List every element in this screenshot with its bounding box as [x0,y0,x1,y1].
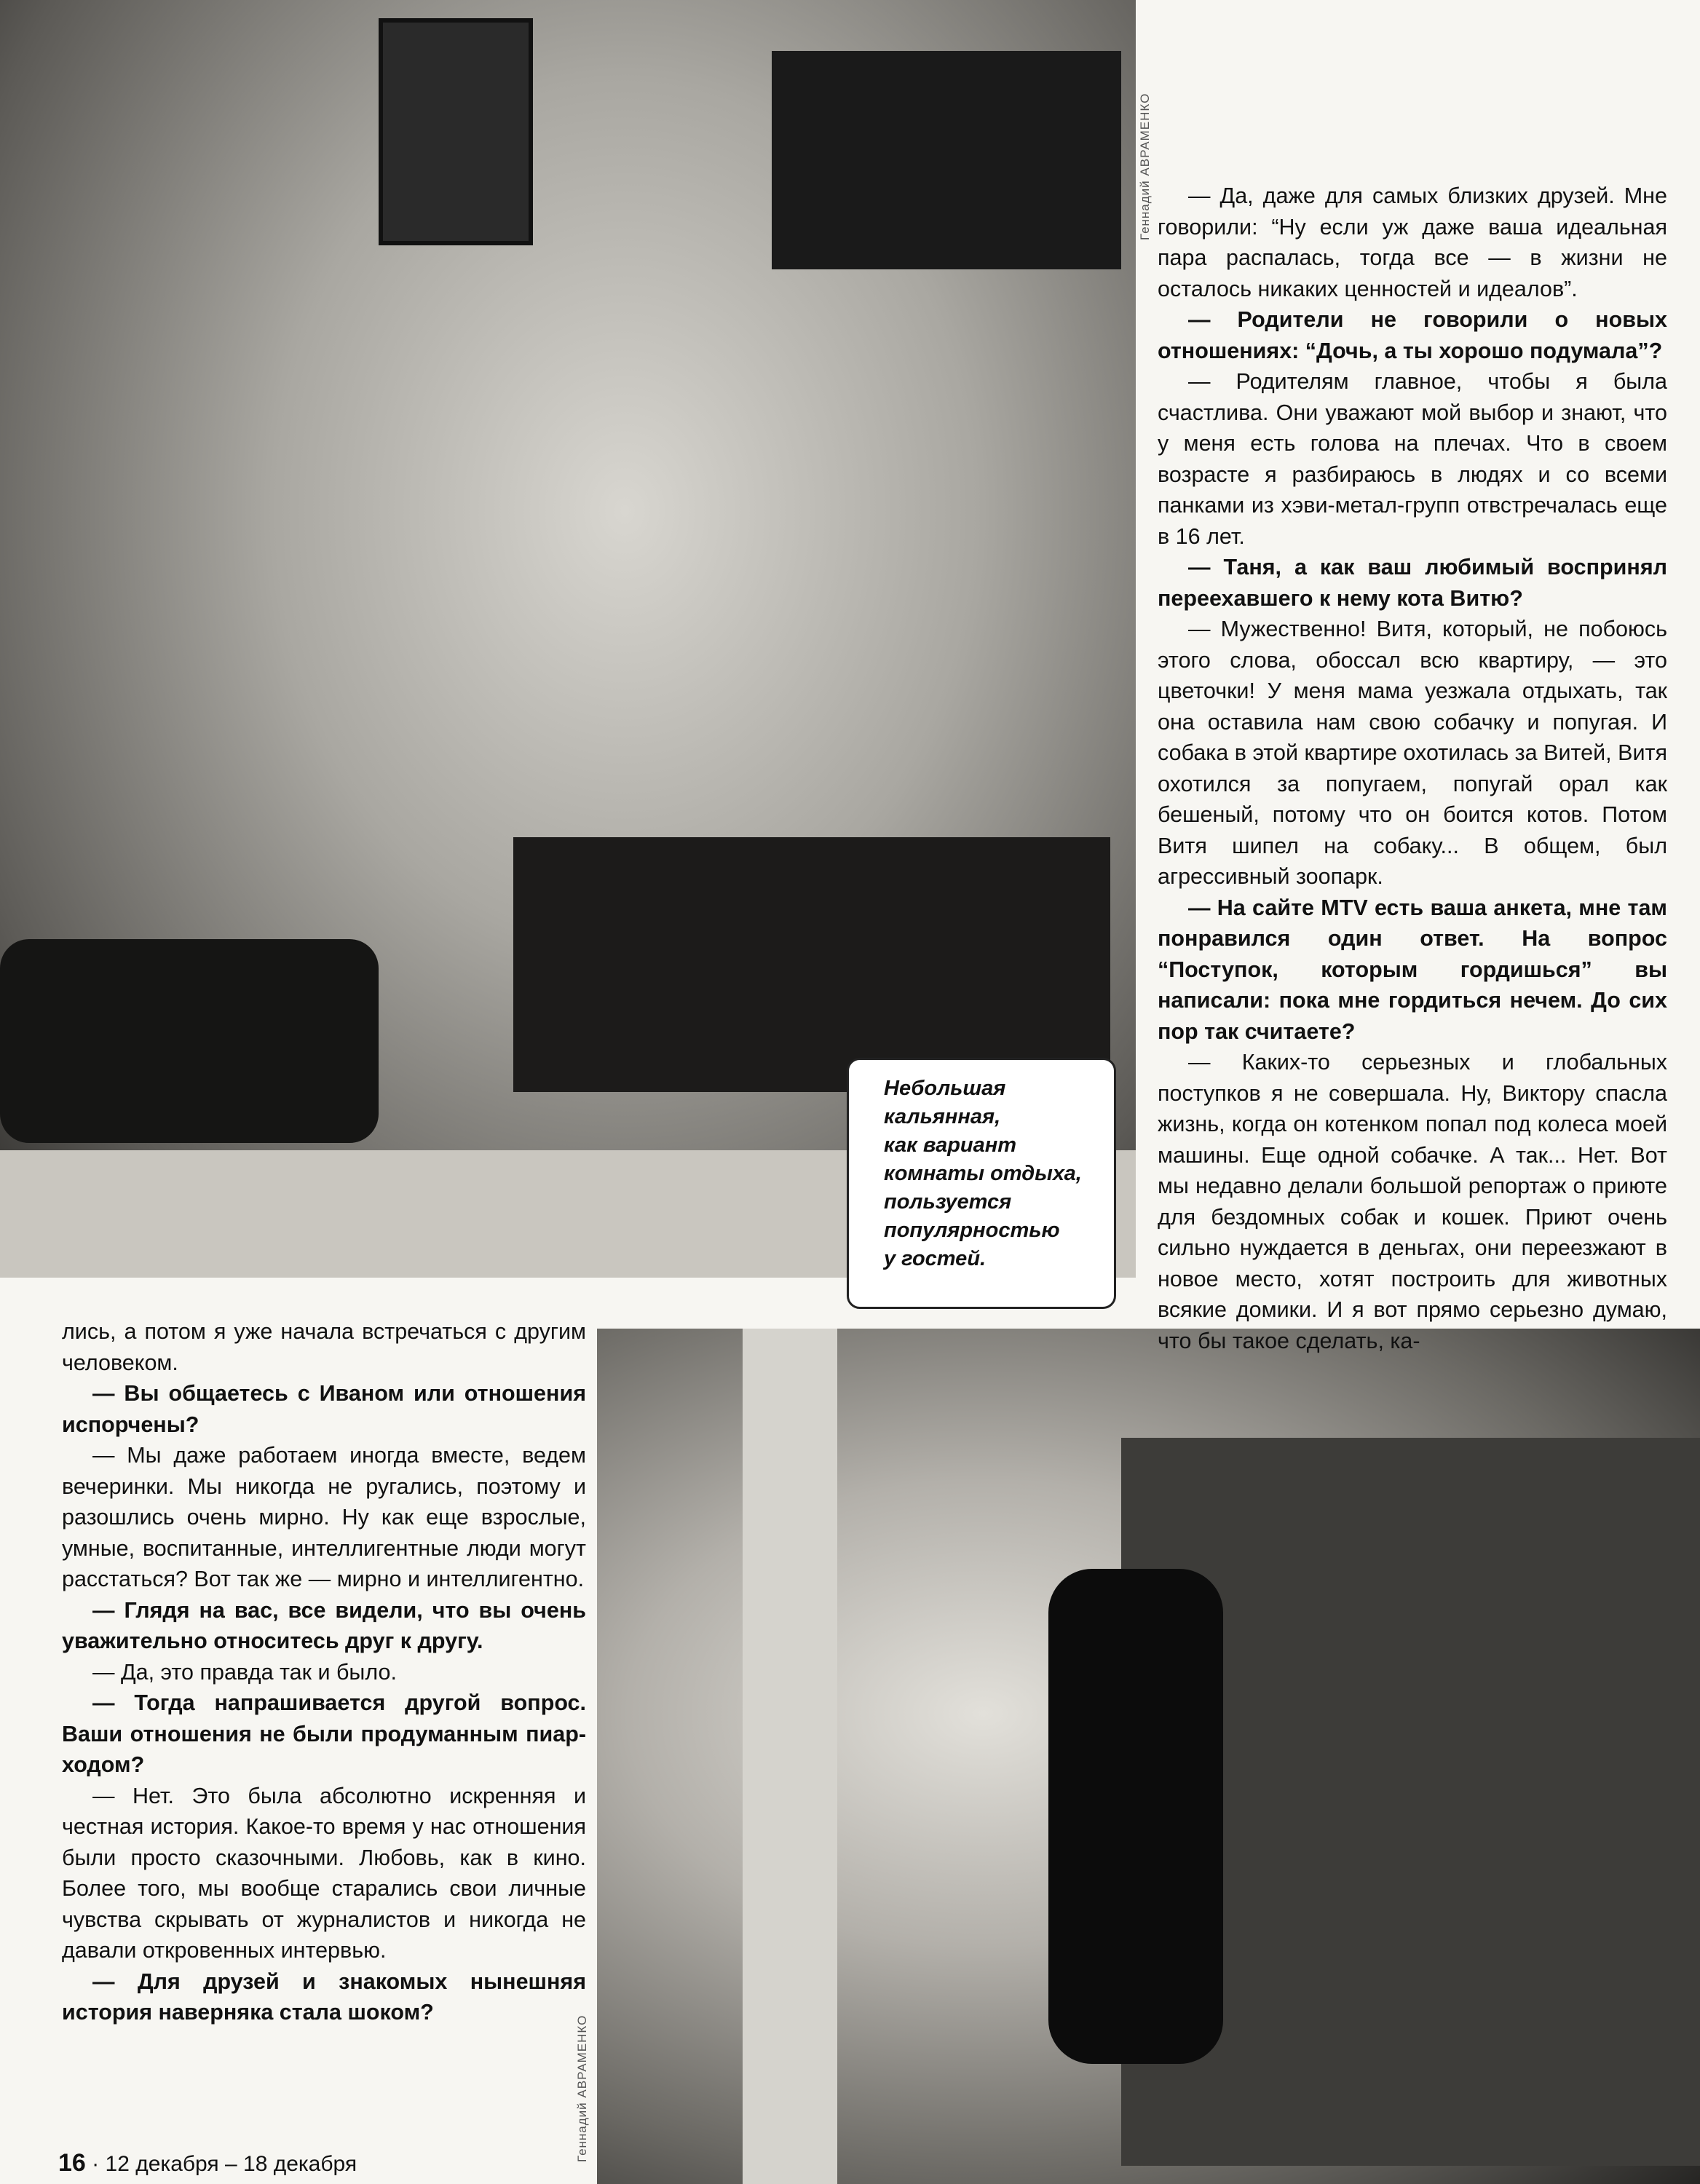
lamp-shape [743,1329,837,2184]
sofa-shape [513,837,1110,1092]
table-shape [0,939,379,1143]
answer-paragraph: — Родителям главное, чтобы я была счастлива. Они уважают мой выбор и знают, что у меня есть голова на плечах. Что в своем возрасте я разбираюсь в людях и со всеми панками из хэви-метал-групп отвстречалась еще в 16 лет. [1158,369,1667,549]
question-paragraph: — На сайте MTV есть ваша анкета, мне там понравился один ответ. На вопрос “Поступок, которым гордишься” вы написали: пока мне гордиться нечем. До сих пор так считаете? [1158,895,1667,1044]
question-paragraph: — Таня, а как ваш любимый воспринял переехавшего к нему кота Витю? [1158,555,1667,611]
page-number: 16 [58,2149,86,2177]
article-column-left [62,1316,586,2028]
answer-paragraph: — Да, даже для самых близких друзей. Мне говорили: “Ну если уж даже ваша идеальная пара распалась, тогда все — в жизни не осталось никаких ценностей и идеалов”. [1158,183,1667,301]
issue-dates: 12 декабря – 18 декабря [105,2152,357,2176]
window-frame [772,51,1121,269]
caption-line: Небольшая [884,1077,1006,1100]
question-paragraph: — Вы общаетесь с Иваном или отношения испорчены? [62,1381,586,1437]
photo-credit-bottom: Геннадий АВРАМЕНКО [575,2014,589,2162]
question-paragraph: — Для друзей и знакомых нынешняя история наверняка стала шоком? [62,1969,586,2025]
caption-line: как вариант [884,1133,1017,1157]
caption-line: пользуется [884,1190,1012,1214]
photo-credit-top: Геннадий АВРАМЕНКО [1138,92,1152,240]
caption-line: популярностью [884,1219,1060,1242]
answer-paragraph: — Мы даже работаем иногда вместе, ведем вечеринки. Мы никогда не ругались, поэтому и разошлись очень мирно. Ну как еще взрослые, умные, воспитанные, интеллигентные люди могут расстаться? Вот так же — мирно и интеллигентно. [62,1443,586,1591]
picture-frame [379,18,533,245]
question-paragraph: — Глядя на вас, все видели, что вы очень уважительно относитесь друг к другу. [62,1597,586,1653]
photo-caption [847,1058,1116,1309]
page-footer [58,2149,357,2177]
answer-paragraph: — Каких-то серьезных и глобальных поступков я не совершала. Ну, Виктору спасла жизнь, когда он котенком попал под колеса моей машины. Еще одной собачке. А так... Нет. Вот мы недавно делали большой репортаж о приюте для бездомных собак и кошек. Приют очень сильно нуждается в деньгах, они переезжают в новое место, хотят построить для животных всякие домики. И я вот прямо серьезно думаю, что бы такое сделать, ка- [1158,1050,1667,1353]
caption-line: кальянная, [884,1105,1001,1128]
question-paragraph: — Родители не говорили о новых отношениях: “Дочь, а ты хорошо подумала”? [1158,307,1667,363]
article-column-right [1158,181,1667,1356]
question-paragraph: — Тогда напрашивается другой вопрос. Ваши отношения не были продуманным пиар-ходом? [62,1690,586,1777]
answer-paragraph: — Да, это правда так и было. [92,1659,397,1685]
answer-paragraph: — Мужественно! Витя, который, не побоюсь этого слова, обоссал всю квартиру, — это цветочки! У меня мама уезжала отдыхать, так она оставила нам свою собачку и попугая. И собака в этой квартире охотилась за Витей, Витя охотился за попугаем, попугай орал как бешеный, потому что он боится котов. Потом Витя шипел на собаку... В общем, был агрессивный зоопарк. [1158,617,1667,889]
caption-line: у гостей. [884,1247,987,1270]
cat-shape [1048,1569,1223,2064]
footer-separator: · [92,2152,100,2176]
photo-aquarium-with-cat [597,1329,1700,2184]
continuation-paragraph: лись, а потом я уже начала встречаться с другим человеком. [62,1319,586,1375]
caption-line: комнаты отдыха, [884,1162,1082,1185]
answer-paragraph: — Нет. Это была абсолютно искренняя и честная история. Какое-то время у нас отношения были просто сказочными. Любовь, как в кино. Более того, мы вообще старались свои личные чувства скрывать от журналистов и никогда не давали откровенных интервью. [62,1783,586,1963]
